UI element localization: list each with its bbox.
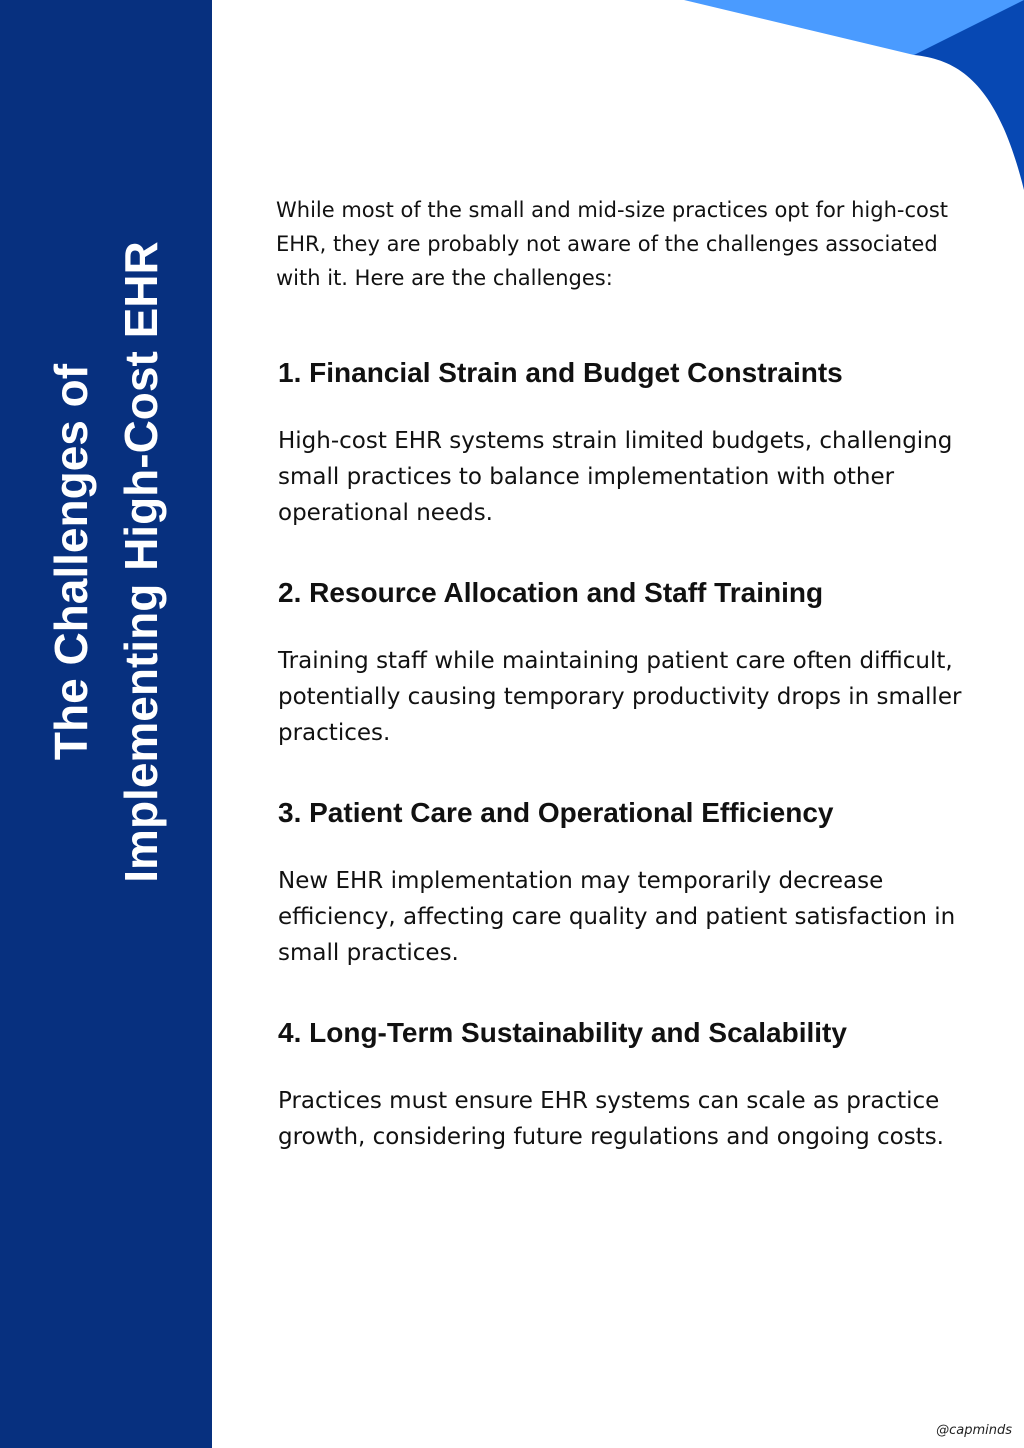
footer-handle: @capminds	[936, 1423, 1012, 1438]
sidebar	[0, 0, 212, 1448]
main-content	[276, 193, 966, 1199]
challenge-section-3	[276, 795, 966, 971]
corner-decoration	[664, 0, 1024, 200]
intro-paragraph: While most of the small and mid-size practices opt for high-cost EHR, they are probably not aware of the challenges associated with it. Here are the challenges:	[276, 198, 949, 290]
title-line-1: The Challenges of	[45, 363, 97, 761]
page-title	[36, 172, 176, 952]
challenge-heading: 1. Financial Strain and Budget Constraints	[278, 357, 843, 388]
challenge-section-2	[276, 575, 966, 751]
challenge-body: Practices must ensure EHR systems can scale as practice growth, considering future regulations and ongoing costs.	[278, 1088, 944, 1150]
challenge-body: High-cost EHR systems strain limited budgets, challenging small practices to balance implementation with other operational needs.	[278, 428, 953, 526]
challenge-section-1	[276, 355, 966, 531]
title-line-2: Implementing High-Cost EHR	[115, 241, 167, 883]
challenge-section-4	[276, 1015, 966, 1155]
challenge-heading: 3. Patient Care and Operational Efficiency	[278, 797, 834, 828]
challenge-body: New EHR implementation may temporarily decrease efficiency, affecting care quality and patient satisfaction in small practices.	[278, 868, 956, 966]
challenge-heading: 4. Long-Term Sustainability and Scalability	[278, 1017, 847, 1048]
challenge-body: Training staff while maintaining patient care often difficult, potentially causing temporary productivity drops in smaller practices.	[278, 648, 962, 746]
challenge-heading: 2. Resource Allocation and Staff Training	[278, 577, 824, 608]
